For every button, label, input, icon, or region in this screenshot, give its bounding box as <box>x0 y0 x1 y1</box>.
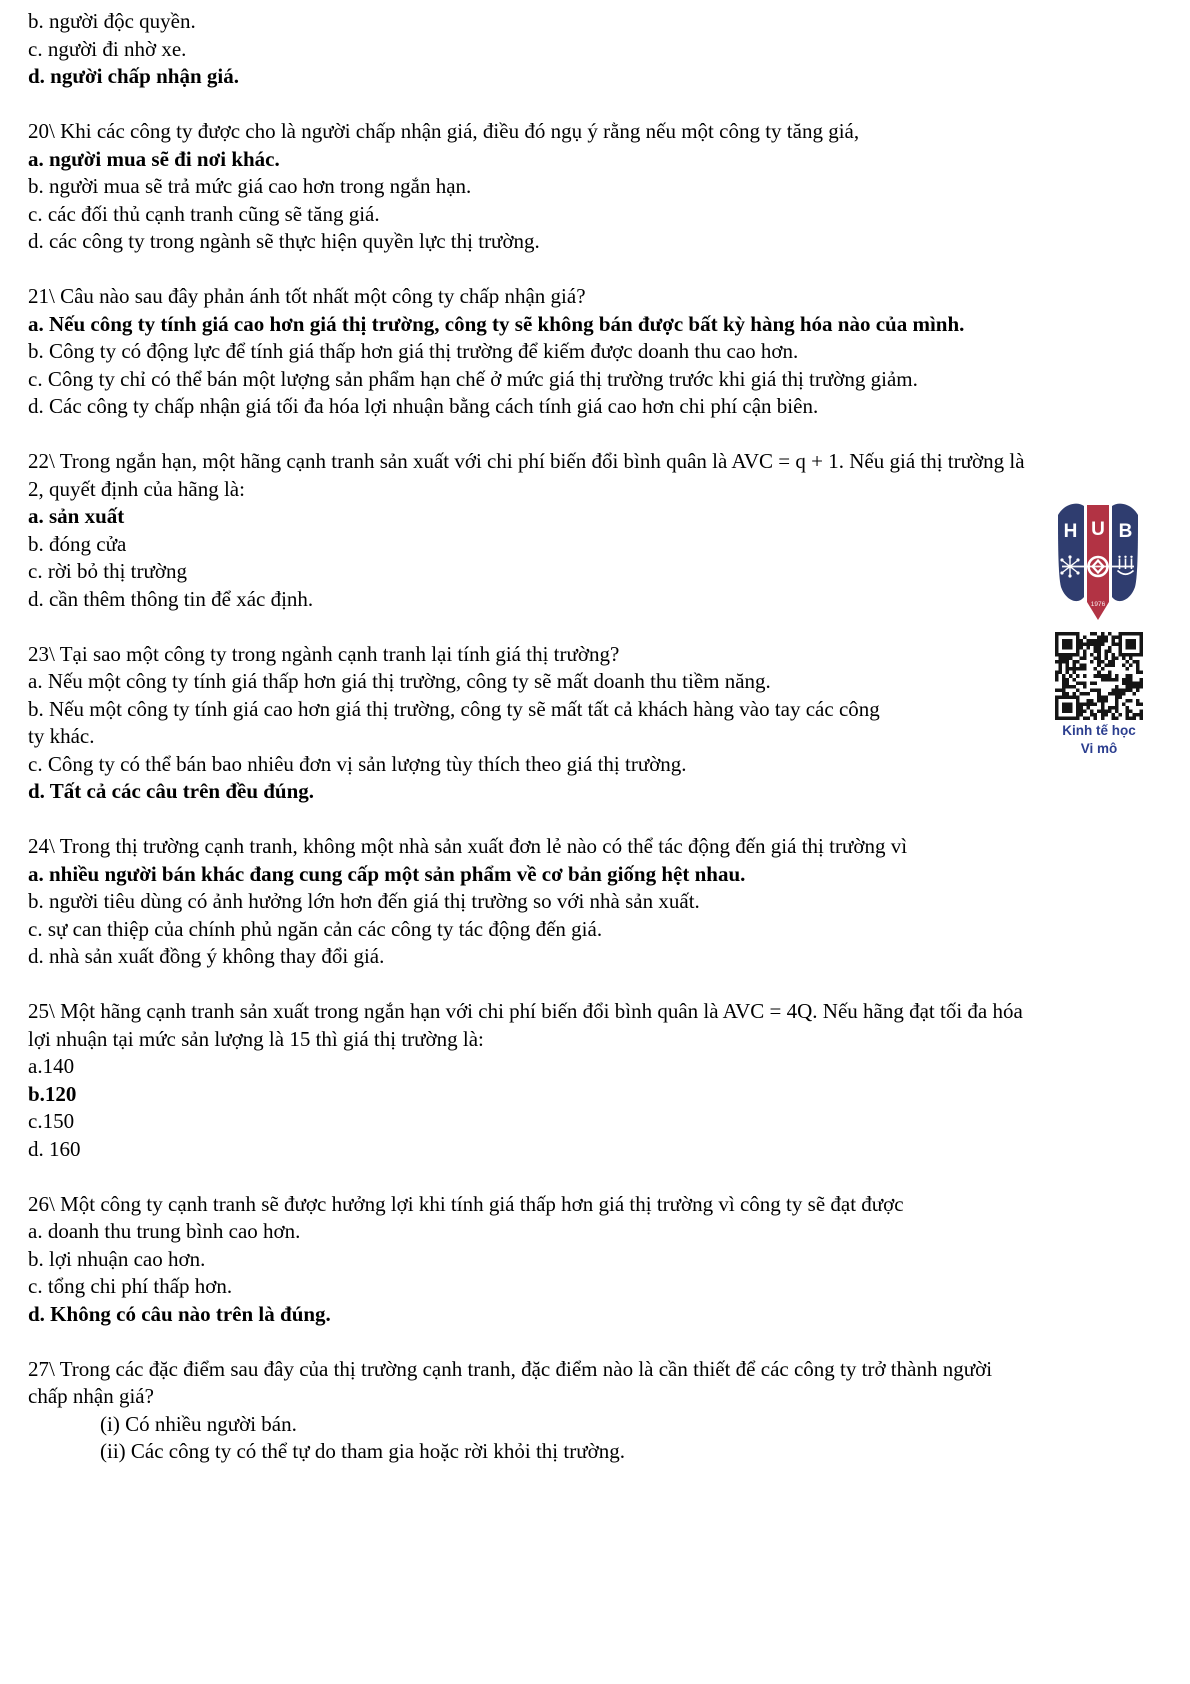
option-line: a. sản xuất <box>28 504 125 528</box>
option-line: b. Công ty có động lực để tính giá thấp hơn giá thị trường để kiếm được doanh thu cao hơn. <box>28 339 799 363</box>
option-line: (ii) Các công ty có thể tự do tham gia hoặc rời khỏi thị trường. <box>100 1439 625 1463</box>
option-line: b. đóng cửa <box>28 531 127 556</box>
option-line: a. Nếu công ty tính giá cao hơn giá thị trường, công ty sẽ không bán được bất kỳ hàng hóa nào của mình. <box>28 311 965 336</box>
question-21 <box>28 283 1188 421</box>
question-line: 26\ Một công ty cạnh tranh sẽ được hưởng lợi khi tính giá thấp hơn giá thị trường vì công ty sẽ đạt được <box>28 1191 904 1216</box>
question-25 <box>28 998 1188 1163</box>
logo-emblem-line <box>1062 566 1134 568</box>
option-line: c. người đi nhờ xe. <box>28 36 187 61</box>
question-line: 22\ Trong ngắn hạn, một hãng cạnh tranh sản xuất với chi phí biến đổi bình quân là AVC = q + 1. Nếu giá thị trường là <box>28 449 1025 473</box>
option-line: b. người tiêu dùng có ảnh hưởng lớn hơn đến giá thị trường so với nhà sản xuất. <box>28 889 700 913</box>
option-line: (i) Có nhiều người bán. <box>100 1411 297 1436</box>
quiz-text-body <box>28 8 1188 1493</box>
qr-caption-line1: Kinh tế học <box>1062 723 1136 738</box>
logo-letter-h: H <box>1063 521 1078 542</box>
logo-letter-u: U <box>1091 519 1105 540</box>
question-line: 27\ Trong các đặc điểm sau đây của thị trường cạnh tranh, đặc điểm nào là cần thiết để các công ty trở thành người <box>28 1356 993 1381</box>
hub-university-logo <box>1053 498 1143 625</box>
question-24 <box>28 833 1188 971</box>
question-line: lợi nhuận tại mức sản lượng là 15 thì giá thị trường là: <box>28 1026 484 1051</box>
question-27 <box>28 1356 1188 1466</box>
option-line: c. tổng chi phí thấp hơn. <box>28 1274 233 1298</box>
logo-year: 1976 <box>1090 601 1106 608</box>
option-line: d. 160 <box>28 1136 81 1161</box>
option-line: b. người độc quyền. <box>28 9 196 33</box>
question-23 <box>28 641 1188 806</box>
question-line: 25\ Một hãng cạnh tranh sản xuất trong ngắn hạn với chi phí biến đổi bình quân là AVC = 4Q. Nếu hãng đạt tối đa hóa <box>28 999 1023 1023</box>
option-line: b.120 <box>28 1081 77 1106</box>
option-line: c. sự can thiệp của chính phủ ngăn cản các công ty tác động đến giá. <box>28 916 603 941</box>
option-line: b. lợi nhuận cao hơn. <box>28 1246 206 1271</box>
question-line: 21\ Câu nào sau đây phản ánh tốt nhất một công ty chấp nhận giá? <box>28 284 586 308</box>
question-line: 23\ Tại sao một công ty trong ngành cạnh tranh lại tính giá thị trường? <box>28 641 620 666</box>
option-line: a. người mua sẽ đi nơi khác. <box>28 146 280 171</box>
option-line: d. Tất cả các câu trên đều đúng. <box>28 779 315 803</box>
option-line: d. các công ty trong ngành sẽ thực hiện quyền lực thị trường. <box>28 229 540 253</box>
option-line: ty khác. <box>28 724 95 748</box>
option-line: c. Công ty có thể bán bao nhiêu đơn vị sản lượng tùy thích theo giá thị trường. <box>28 751 687 776</box>
option-line: a.140 <box>28 1054 75 1078</box>
option-line: a. doanh thu trung bình cao hơn. <box>28 1219 301 1243</box>
option-line: d. cần thêm thông tin để xác định. <box>28 586 314 611</box>
option-line: b. Nếu một công ty tính giá cao hơn giá thị trường, công ty sẽ mất tất cả khách hàng vào tay các công <box>28 696 880 721</box>
option-line: d. người chấp nhận giá. <box>28 64 239 88</box>
option-line: d. Các công ty chấp nhận giá tối đa hóa lợi nhuận bằng cách tính giá cao hơn chi phí cận biên. <box>28 394 819 418</box>
option-line: c. rời bỏ thị trường <box>28 559 187 583</box>
question-19-options <box>28 8 1188 91</box>
option-line: c. các đối thủ cạnh tranh cũng sẽ tăng giá. <box>28 201 380 226</box>
question-line: chấp nhận giá? <box>28 1384 154 1408</box>
option-line: d. Không có câu nào trên là đúng. <box>28 1301 331 1326</box>
question-line: 20\ Khi các công ty được cho là người chấp nhận giá, điều đó ngụ ý rằng nếu một công ty tăng giá, <box>28 119 860 143</box>
option-line: b. người mua sẽ trả mức giá cao hơn trong ngắn hạn. <box>28 174 472 198</box>
option-line: a. nhiều người bán khác đang cung cấp một sản phẩm về cơ bản giống hệt nhau. <box>28 861 746 886</box>
question-20 <box>28 118 1188 256</box>
logo-left-panel <box>1058 504 1084 601</box>
logo-right-panel <box>1112 504 1138 601</box>
question-line: 24\ Trong thị trường cạnh tranh, không một nhà sản xuất đơn lẻ nào có thể tác động đến giá thị trường vì <box>28 834 908 858</box>
option-line: a. Nếu một công ty tính giá thấp hơn giá thị trường, công ty sẽ mất doanh thu tiềm năng. <box>28 669 771 693</box>
option-line: d. nhà sản xuất đồng ý không thay đổi giá. <box>28 944 385 968</box>
question-line: 2, quyết định của hãng là: <box>28 476 245 501</box>
question-26 <box>28 1191 1188 1329</box>
qr-caption <box>1019 722 1179 758</box>
qr-caption-line2: Vi mô <box>1080 741 1118 756</box>
option-line: c. Công ty chỉ có thể bán một lượng sản phẩm hạn chế ở mức giá thị trường trước khi giá thị trường giảm. <box>28 366 918 391</box>
logo-letter-b: B <box>1118 521 1133 542</box>
question-22 <box>28 448 1188 613</box>
option-line: c.150 <box>28 1109 75 1133</box>
qr-code <box>1055 632 1143 720</box>
